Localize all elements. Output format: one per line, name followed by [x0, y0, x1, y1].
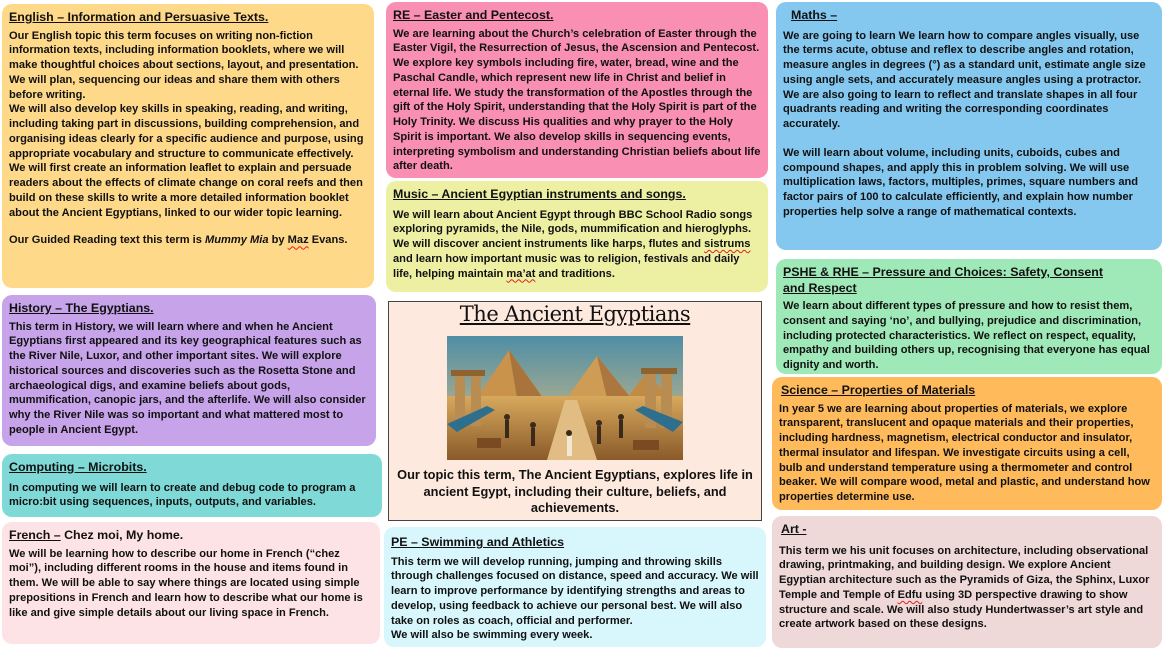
guided-reading-author-last: Evans.	[308, 234, 348, 247]
pshe-title: PSHE & RHE – Pressure and Choices: Safety, Consent and Respect	[783, 265, 1103, 295]
maths-paragraph: We will learn about volume, including units, cuboids, cubes and compound shapes, and apply this in problem solving. We will use multiplication laws, factors, multiples, primes, square numbers and factor pairs of 100 to calculate efficiently, and explain how number properties help solve a range of mathematical contexts.	[783, 146, 1139, 218]
art-body-part: Edfu	[897, 588, 923, 601]
science-panel	[772, 377, 1162, 510]
re-panel	[386, 2, 768, 178]
french-body: We will be learning how to describe our home in French (“chez moi”), including different rooms in the house and items found in them. We will be able to say where things are located using simple prepositions in French and learn how to describe what our home is like and give simple details about our living space in French.	[9, 547, 363, 619]
music-body-part: and learn how important music was to religion, festivals and daily life, helping maintain	[393, 252, 740, 280]
english-paragraph: We will first create an information leaflet to explain and persuade readers about the effects of climate change on coral reefs and then build on these skills to write a more detailed information booklet about the Ancient Egyptians, linked to our wider topic learning.	[9, 162, 363, 219]
re-body: We are learning about the Church’s celebration of Easter through the Easter Vigil, the Resurrection of Jesus, the Ascension and Pentecost. We explore key symbols including fire, water, bread, wine and the Paschal Candle, which represent new life in Christ and belief in eternal life. We study the transformation of the Apostles through the gift of the Holy Spirit, understanding that the Holy Spirit is part of the Holy Trinity. We discuss His qualities and why prayer to the Holy Spirit is important. We also develop skills in sequencing events, interpreting symbolism and understanding Christian beliefs about life after death.	[393, 27, 761, 173]
art-title: Art -	[781, 522, 807, 536]
maths-paragraph: We are also going to learn to reflect and translate shapes in all four quadrants reading and writing the corresponding coordinates accurately.	[783, 88, 1138, 130]
music-body-part: ma’at	[506, 267, 536, 280]
topic-title	[389, 302, 761, 326]
topic-caption: Our topic this term, The Ancient Egyptians, explores life in ancient Egypt, including their culture, beliefs, and achievements.	[397, 467, 753, 516]
music-title: Music – Ancient Egyptian instruments and songs.	[393, 187, 686, 201]
english-panel	[2, 4, 374, 288]
pe-body: This term we will develop running, jumping and throwing skills through challenges focused on distance, speed and accuracy. We will learn to improve performance by identifying strengths and areas to develop, using feedback to achieve our personal best. We will also take on roles as coach, official and performer.	[391, 555, 759, 627]
maths-paragraph: We are going to learn We learn how to compare angles visually, use the terms acute, obtuse and reflex to describe angles and rotation, measure angles in degrees (°) as a standard unit, estimate angle size using angle sets, and accurately measure angles using a protractor.	[783, 29, 1146, 86]
music-body-part: sistrums	[704, 238, 751, 250]
guided-reading-by: by	[268, 234, 288, 247]
topic-panel	[388, 301, 762, 521]
french-title-subject: French –	[9, 528, 61, 542]
french-title	[9, 528, 373, 544]
computing-panel	[2, 454, 382, 517]
computing-body: In computing we will learn to create and debug code to program a micro:bit using sequences, inputs, outputs, and variables.	[9, 481, 356, 509]
history-body: This term in History, we will learn where and when he Ancient Egyptians first appeared and its key geographical features such as the River Nile, Luxor, and other important sites. We will explore historical sources and discoveries such as the Rosetta Stone and archaeological digs, and examine beliefs about gods, mummification, canopic jars, and the afterlife. We will also consider why the River Nile was so important and what mattered most to people in Ancient Egypt.	[9, 320, 366, 436]
music-body-part: We will learn about Ancient Egypt through BBC School Radio songs exploring pyramids, the Nile, gods, mummification and hieroglyphs. We will discover ancient instruments like harps, flutes and	[393, 208, 753, 250]
pe-panel	[384, 527, 766, 647]
guided-reading-author-first: Maz	[287, 234, 309, 247]
history-title: History – The Egyptians.	[9, 301, 154, 315]
guided-reading-prefix: Our Guided Reading text this term is	[9, 234, 206, 247]
pe-title: PE – Swimming and Athletics	[391, 535, 565, 549]
maths-title: Maths –	[791, 8, 838, 22]
pe-swimming-note: We will also be swimming every week.	[391, 629, 593, 642]
art-panel	[772, 516, 1162, 648]
english-paragraph: Our English topic this term focuses on writing non-fiction information texts, including information booklets, where we will make thoughtful choices about sections, layout, and presentation. We will plan, sequencing our ideas and share them with others before writing.	[9, 29, 359, 101]
computing-title: Computing – Microbits.	[9, 460, 147, 474]
re-title: RE – Easter and Pentecost.	[393, 8, 554, 22]
art-body	[779, 544, 1155, 633]
guided-reading-book: Mummy Mia	[205, 234, 269, 247]
music-body-part: and traditions.	[535, 267, 615, 280]
art-body-part: This term we his unit focuses on architecture, including observational drawing, printmaking, and building design. We explore Ancient Egyptian architecture such as the Pyramids of Giza, the Sphinx, Luxor Temple and Temple of	[779, 544, 1150, 601]
topic-title-text: The Ancient Egyptians	[459, 302, 691, 326]
english-title: English – Information and Persuasive Texts.	[9, 10, 269, 24]
science-body: In year 5 we are learning about properties of materials, we explore transparent, translucent and opaque materials and their properties, including hardness, magnetism, electrical conductor and insulator, thermal insulator and lifespan. We investigate circuits using a cell, bulb and understand temperature using a thermometer and control beaker. We will compare wood, metal and plastic, and understand how properties determine use.	[779, 402, 1150, 503]
pshe-panel	[776, 259, 1162, 374]
music-panel	[386, 181, 768, 292]
maths-panel	[776, 2, 1162, 250]
pshe-body: We learn about different types of pressure and how to resist them, consent and saying ‘no’, and bullying, prejudice and discrimination, including protected characteristics. We reflect on respect, equality, empathy and building others up, recognising that everyone has equal dignity and worth.	[783, 300, 1150, 371]
history-panel	[2, 295, 376, 446]
french-title-topic: Chez moi, My home.	[60, 528, 184, 542]
science-title: Science – Properties of Materials	[781, 383, 976, 397]
english-paragraph: We will also develop key skills in speaking, reading, and writing, including taking part in discussions, building comprehension, and organising ideas clearly for a specific audience and purpose, using appropriate vocabulary and structure to communicate effectively.	[9, 103, 364, 160]
french-panel	[2, 522, 380, 644]
guided-reading-text	[9, 233, 367, 248]
egypt-illustration	[447, 336, 683, 460]
art-body-part: using 3D perspective drawing to show structure and scale. We will also study Hundertwasser’s art style and create artwork based on these designs.	[779, 588, 1144, 631]
music-body	[393, 208, 761, 282]
